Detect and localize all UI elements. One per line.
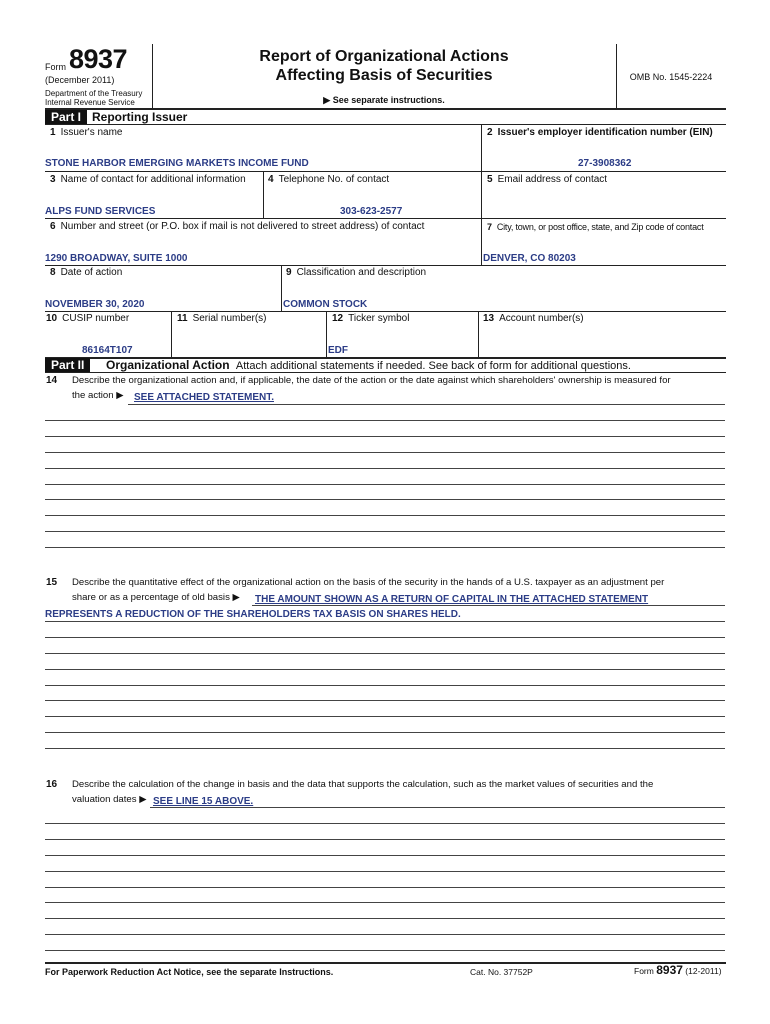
footer-form-id <box>634 964 722 977</box>
part1-label: Part I <box>45 110 87 124</box>
form-number: 8937 <box>69 44 128 74</box>
field-8-label: 8 Date of action <box>50 267 123 278</box>
part2-title-text: Organizational Action <box>106 358 230 372</box>
answer-rule <box>252 605 725 606</box>
field-4-label: 4 Telephone No. of contact <box>268 174 390 185</box>
part1-title-rule <box>45 124 726 125</box>
city-state-zip-field[interactable]: DENVER, CO 80203 <box>483 253 576 264</box>
date-of-action-field[interactable]: NOVEMBER 30, 2020 <box>45 299 145 310</box>
footer-rule <box>45 962 726 964</box>
answer-rule <box>45 934 725 935</box>
answer-rule <box>45 436 725 437</box>
field-5-label: 5 Email address of contact <box>487 174 608 185</box>
q16-prompt-line2: valuation dates ▶ <box>72 794 147 805</box>
separate-instructions: ▶ See separate instructions. <box>323 95 445 105</box>
answer-rule <box>45 547 725 548</box>
answer-rule <box>45 732 725 733</box>
answer-rule <box>45 669 725 670</box>
answer-rule <box>45 531 725 532</box>
omb-number: OMB No. 1545-2224 <box>629 72 713 82</box>
answer-rule <box>45 823 725 824</box>
answer-rule <box>150 807 725 808</box>
row-rule-1 <box>45 171 726 172</box>
field-1-label: 1 Issuer's name <box>50 127 123 138</box>
col-divider-r2b <box>481 171 482 218</box>
footer-form-word: Form <box>634 966 654 976</box>
q15-prompt-line1: Describe the quantitative effect of the organizational action on the basis of the security in the hands of a U.S. taxpayer as an adjustment per <box>72 577 665 588</box>
contact-name-field[interactable]: ALPS FUND SERVICES <box>45 206 156 217</box>
row-rule-3 <box>45 265 726 266</box>
part2-label: Part II <box>45 358 90 372</box>
ticker-field[interactable]: EDF <box>328 345 348 356</box>
row-rule-4 <box>45 311 726 312</box>
answer-rule <box>45 950 725 951</box>
q15-number: 15 <box>46 577 58 588</box>
cusip-field[interactable]: 86164T107 <box>82 345 133 356</box>
answer-rule <box>45 839 725 840</box>
q16-number: 16 <box>46 779 58 790</box>
answer-rule <box>45 452 725 453</box>
col-divider-r4 <box>281 265 282 311</box>
answer-rule <box>45 468 725 469</box>
answer-rule <box>45 855 725 856</box>
q15-prompt-line2: share or as a percentage of old basis ▶ <box>72 592 240 603</box>
field-9-label: 9 Classification and description <box>286 267 427 278</box>
field-11-label: 11 Serial number(s) <box>177 313 267 324</box>
q15-answer-line1[interactable]: THE AMOUNT SHOWN AS A RETURN OF CAPITAL IN THE ATTACHED STATEMENT <box>255 594 649 605</box>
part2-subtitle: Attach additional statements if needed. See back of form for additional questions. <box>235 360 631 372</box>
part2-title-rule <box>45 372 726 373</box>
q14-prompt-line1: Describe the organizational action and, if applicable, the date of the action or the date against which shareholders' ownership is measured for <box>72 375 671 386</box>
cat-number: Cat. No. 37752P <box>470 967 533 977</box>
answer-rule <box>128 404 725 405</box>
col-divider-r5a <box>171 311 172 357</box>
part1-title: Reporting Issuer <box>92 110 188 124</box>
title-line-2: Affecting Basis of Securities <box>275 67 493 84</box>
answer-rule <box>45 621 725 622</box>
answer-rule <box>45 637 725 638</box>
department: Department of the Treasury <box>45 89 143 98</box>
paperwork-notice: For Paperwork Reduction Act Notice, see the separate Instructions. <box>45 967 334 977</box>
answer-rule <box>45 918 725 919</box>
field-10-label: 10 CUSIP number <box>46 313 130 324</box>
col-divider-r2a <box>263 171 264 218</box>
q14-number: 14 <box>46 375 58 386</box>
row-rule-2 <box>45 218 726 219</box>
col-divider-r5b <box>326 311 327 357</box>
q16-prompt-line1: Describe the calculation of the change in basis and the data that supports the calculation, such as the market values of securities and the <box>72 779 654 790</box>
answer-rule <box>45 716 725 717</box>
q14-prompt-line2: the action ▶ <box>72 390 124 401</box>
answer-rule <box>45 653 725 654</box>
q14-answer-field[interactable]: SEE ATTACHED STATEMENT. <box>134 392 274 403</box>
form-word: Form <box>45 62 66 72</box>
answer-rule <box>45 420 725 421</box>
answer-rule <box>45 700 725 701</box>
q16-answer-field[interactable]: SEE LINE 15 ABOVE. <box>153 796 254 807</box>
field-13-label: 13 Account number(s) <box>483 313 584 324</box>
field-12-label: 12 Ticker symbol <box>332 313 410 324</box>
issuer-ein-field[interactable]: 27-3908362 <box>578 158 632 169</box>
answer-rule <box>45 515 725 516</box>
answer-rule <box>45 484 725 485</box>
field-6-label: 6 Number and street (or P.O. box if mail is not delivered to street address) of contact <box>50 221 425 232</box>
col-divider-r5c <box>478 311 479 357</box>
answer-rule <box>45 748 725 749</box>
field-2-label: 2 Issuer's employer identification number (EIN) <box>487 127 713 138</box>
field-3-label: 3 Name of contact for additional information <box>50 174 246 185</box>
part2-title <box>106 358 631 373</box>
title-line-1: Report of Organizational Actions <box>259 48 509 65</box>
contact-phone-field[interactable]: 303-623-2577 <box>340 206 403 217</box>
footer-form-number: 8937 <box>656 963 683 977</box>
form-title <box>152 47 616 85</box>
footer-form-revision: (12-2011) <box>685 966 722 976</box>
answer-rule <box>45 871 725 872</box>
street-address-field[interactable]: 1290 BROADWAY, SUITE 1000 <box>45 253 188 264</box>
agency: Internal Revenue Service <box>45 98 135 107</box>
form-revision: (December 2011) <box>45 75 115 85</box>
answer-rule <box>45 887 725 888</box>
field-7-label: 7 City, town, or post office, state, and Zip code of contact <box>487 222 704 232</box>
classification-field[interactable]: COMMON STOCK <box>283 299 368 310</box>
col-divider-r3 <box>481 218 482 265</box>
issuer-name-field[interactable]: STONE HARBOR EMERGING MARKETS INCOME FUND <box>45 158 309 169</box>
answer-rule <box>45 902 725 903</box>
q15-answer-line2[interactable]: REPRESENTS A REDUCTION OF THE SHAREHOLDERS TAX BASIS ON SHARES HELD. <box>45 609 461 620</box>
col-divider-r1 <box>481 124 482 171</box>
answer-rule <box>45 499 725 500</box>
answer-rule <box>45 685 725 686</box>
